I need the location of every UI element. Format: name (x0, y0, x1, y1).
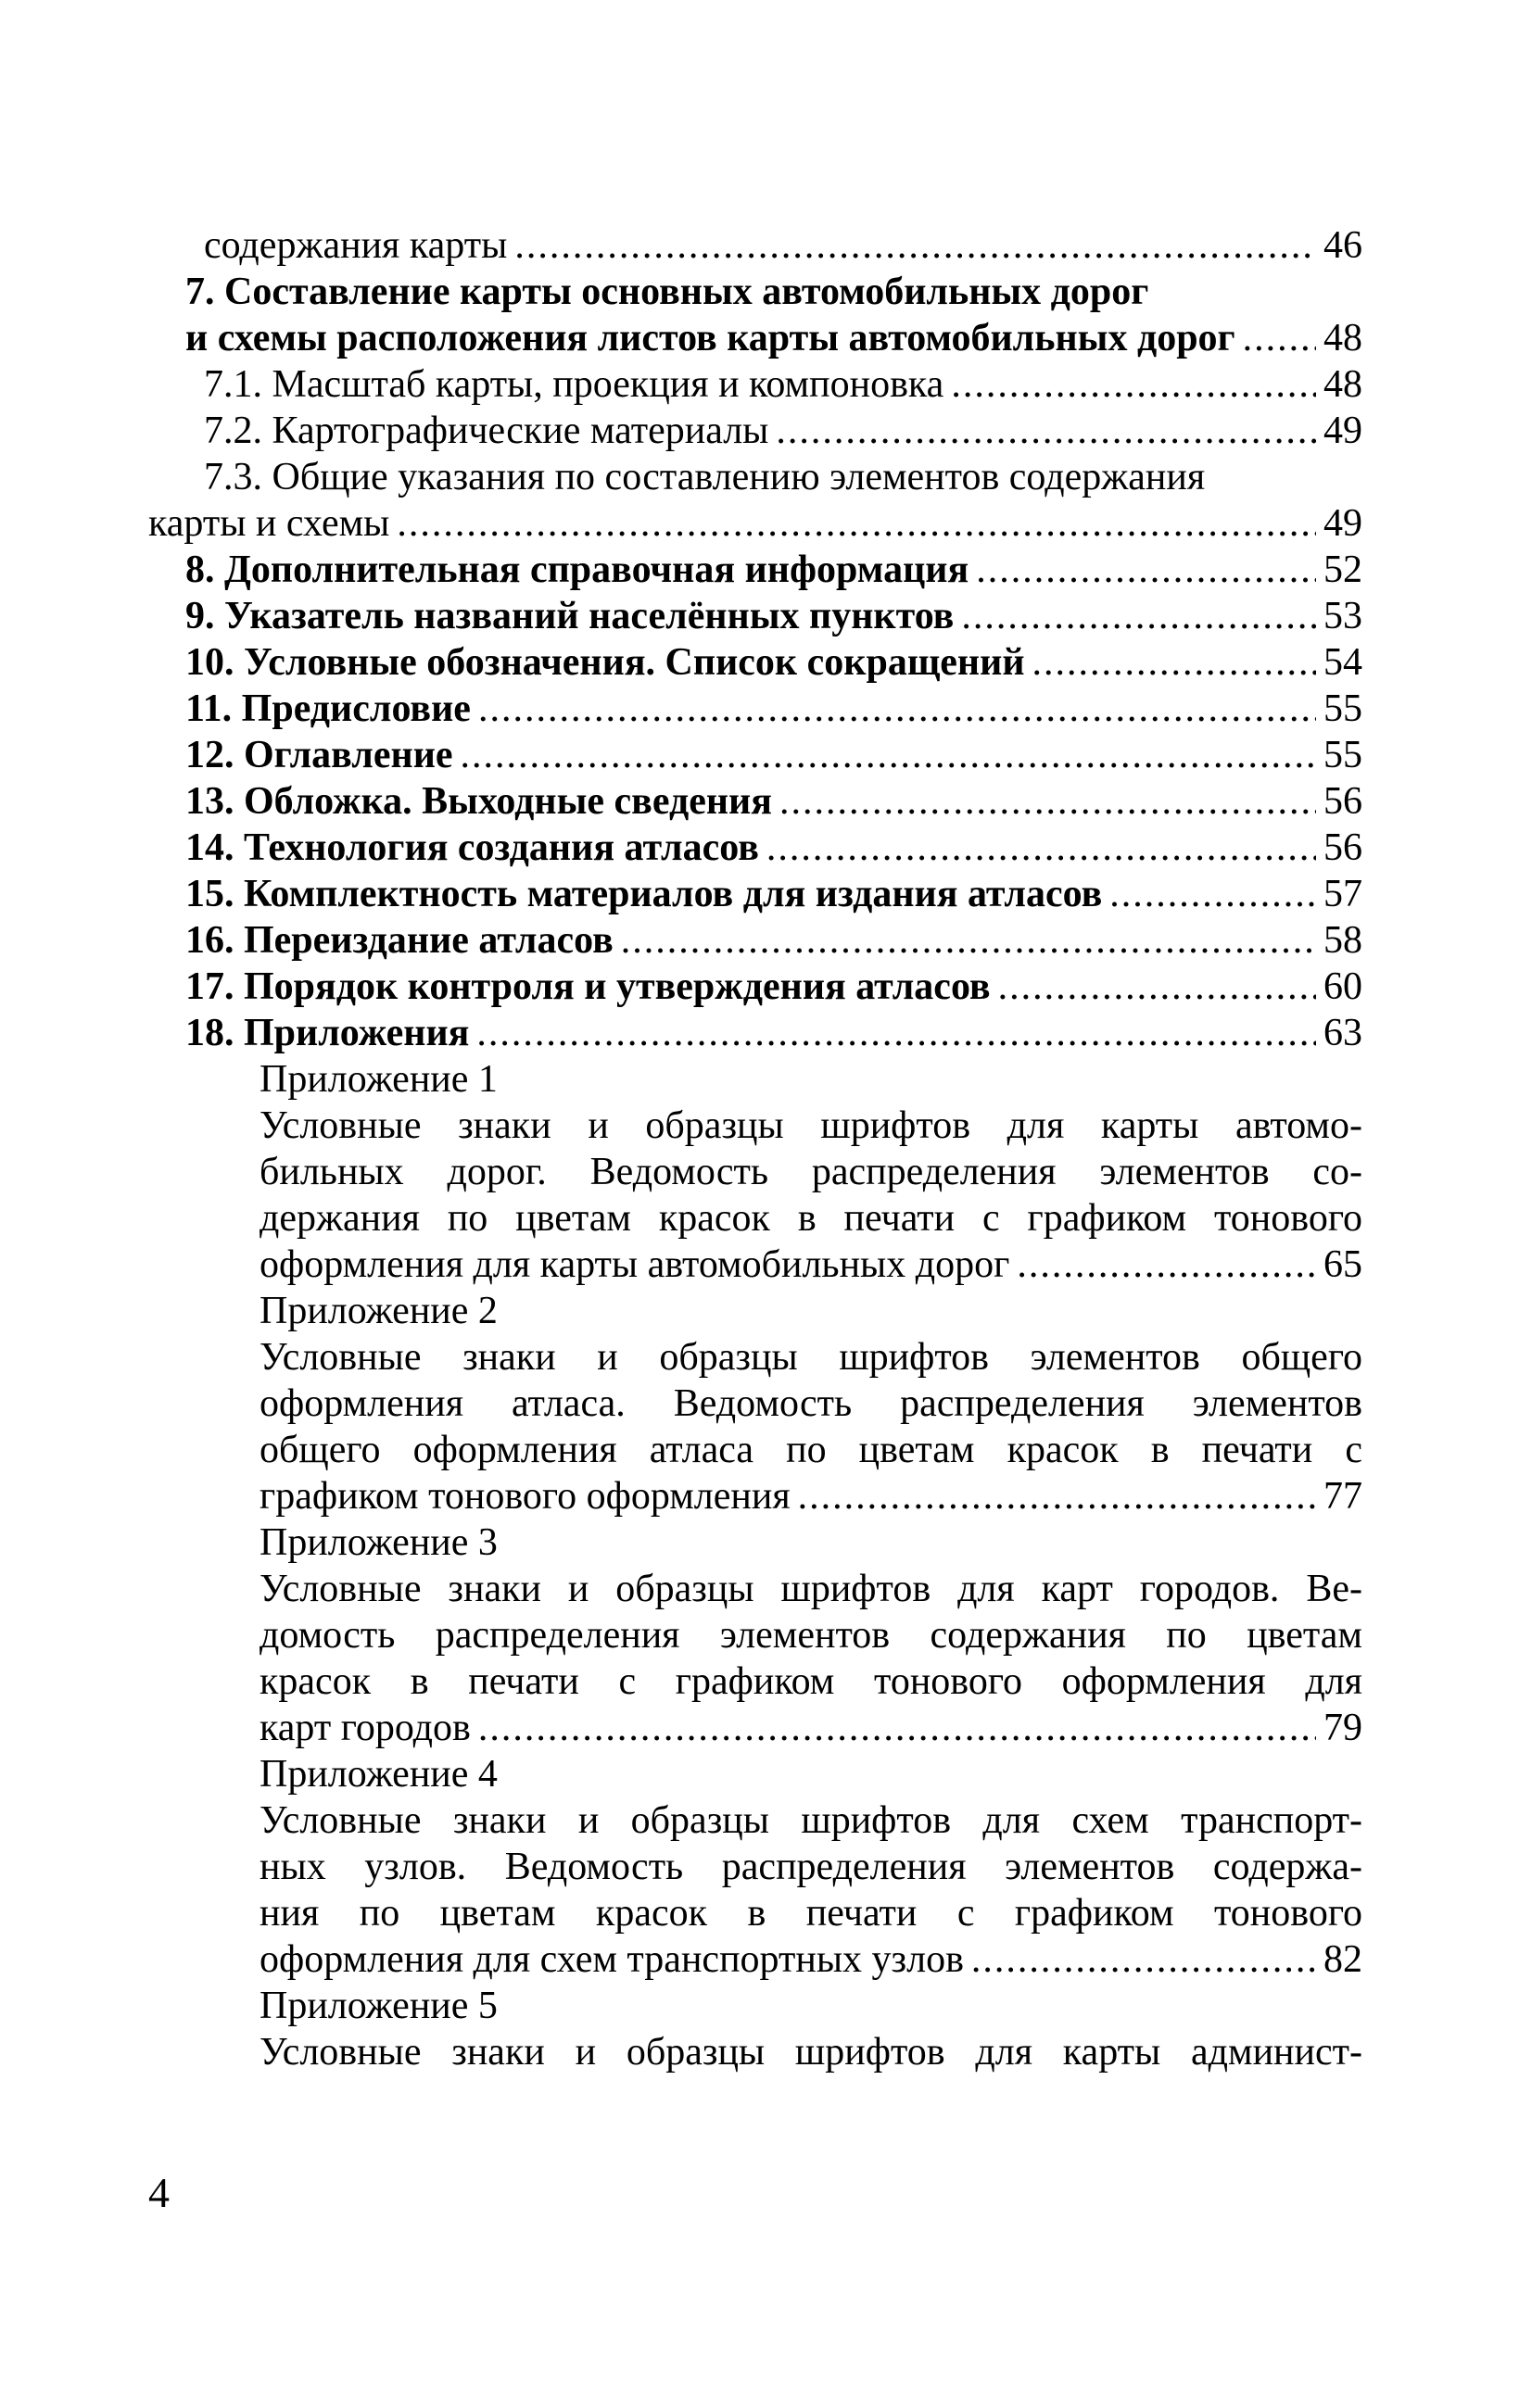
toc-entry-title: 8. Дополнительная справочная информация (185, 548, 969, 591)
toc-entry-title: 14. Технология создания атласов (185, 826, 759, 869)
appendix-last-line (260, 1936, 1362, 1983)
dot-leader (961, 593, 1316, 639)
toc-entry (148, 315, 1362, 361)
toc-entry-title: 7.1. Масштаб карты, проекция и компоновка (204, 363, 944, 406)
dot-leader (766, 825, 1316, 871)
toc-entry-page: 57 (1323, 873, 1362, 915)
dot-leader (621, 917, 1316, 964)
toc-entry-title: 18. Приложения (185, 1012, 470, 1054)
toc-entry (148, 408, 1362, 454)
appendix-title: Приложение 1 (260, 1058, 498, 1101)
appendix-description (148, 1334, 1362, 1519)
toc-entry-title: карты и схемы (148, 502, 390, 545)
appendix-line: держания по цветам красок в печати с графиком тонового (260, 1197, 1362, 1240)
toc-entry (148, 871, 1362, 917)
toc-entry-page: 48 (1323, 317, 1362, 359)
toc-entry-title: 7.3. Общие указания по составлению элементов содержания (204, 456, 1206, 498)
toc-entry-title: 9. Указатель названий населённых пунктов (185, 595, 955, 637)
page-number: 4 (148, 2169, 170, 2216)
toc-entry-page: 55 (1323, 687, 1362, 730)
appendix-line: Условные знаки и образцы шрифтов для карты автомо- (260, 1104, 1362, 1147)
dot-leader (514, 222, 1316, 269)
toc-entry-page: 46 (1323, 224, 1362, 267)
toc-entry-page: 56 (1323, 780, 1362, 823)
toc-entry-page: 56 (1323, 826, 1362, 869)
toc-entry-heading (148, 454, 1362, 500)
toc-entry (148, 778, 1362, 825)
dot-leader (951, 361, 1316, 408)
toc-entry-title: 11. Предисловие (185, 687, 471, 730)
appendix-description (148, 1566, 1362, 1751)
toc-entry (148, 1010, 1362, 1056)
appendix-line: Условные знаки и образцы шрифтов для карт городов. Ве- (260, 1568, 1362, 1610)
toc-entry-page: 54 (1323, 641, 1362, 684)
appendix-description (148, 1103, 1362, 1288)
toc-entry (148, 732, 1362, 778)
dot-leader (1243, 315, 1316, 361)
appendix-last-line (260, 1473, 1362, 1519)
appendix-line: ния по цветам красок в печати с графиком тонового (260, 1892, 1362, 1935)
appendix-line: ных узлов. Ведомость распределения элементов содержа- (260, 1846, 1362, 1888)
dot-leader (397, 500, 1316, 547)
appendix-title: Приложение 5 (260, 1985, 498, 2027)
appendix-title: Приложение 3 (260, 1521, 498, 1564)
dot-leader (478, 686, 1316, 732)
toc-entry-title: 12. Оглавление (185, 734, 453, 776)
dot-leader (1109, 871, 1316, 917)
appendix-line: общего оформления атласа по цветам красок в печати с (260, 1429, 1362, 1471)
toc-entry (148, 361, 1362, 408)
toc-entry-title: и схемы расположения листов карты автомобильных дорог (185, 317, 1235, 359)
appendix-line: бильных дорог. Ведомость распределения элементов со- (260, 1151, 1362, 1193)
appendix-line: оформления атласа. Ведомость распределения элементов (260, 1382, 1362, 1425)
dot-leader (476, 1010, 1316, 1056)
toc-entry-page: 77 (1323, 1475, 1362, 1518)
appendix-description (148, 1797, 1362, 1983)
toc-entry-page: 82 (1323, 1938, 1362, 1981)
table-of-contents (148, 222, 1362, 2075)
toc-entry (148, 964, 1362, 1010)
appendix-line: Условные знаки и образцы шрифтов элементов общего (260, 1336, 1362, 1379)
appendix-line: красок в печати с графиком тонового оформления для (260, 1660, 1362, 1703)
dot-leader (779, 778, 1316, 825)
toc-entry (148, 639, 1362, 686)
toc-entry-title: 13. Обложка. Выходные сведения (185, 780, 772, 823)
appendix-last-line (260, 1242, 1362, 1288)
toc-entry (148, 593, 1362, 639)
appendix-last-line (260, 1705, 1362, 1751)
dot-leader (461, 732, 1316, 778)
dot-leader (976, 547, 1316, 593)
toc-entry-page: 48 (1323, 363, 1362, 406)
appendix-line: оформления для схем транспортных узлов (260, 1938, 964, 1981)
toc-entry (148, 222, 1362, 269)
dot-leader (971, 1936, 1316, 1983)
appendix-line: домость распределения элементов содержания по цветам (260, 1614, 1362, 1657)
toc-entry (148, 917, 1362, 964)
toc-entry-page: 49 (1323, 502, 1362, 545)
toc-entry-title: 15. Комплектность материалов для издания атласов (185, 873, 1103, 915)
toc-entry-page: 55 (1323, 734, 1362, 776)
dot-leader (998, 964, 1316, 1010)
appendix-line: оформления для карты автомобильных дорог (260, 1243, 1010, 1286)
toc-entry (148, 825, 1362, 871)
dot-leader (776, 408, 1316, 454)
toc-entry-page: 53 (1323, 595, 1362, 637)
toc-entry-page: 60 (1323, 965, 1362, 1008)
toc-entry-page: 52 (1323, 548, 1362, 591)
toc-entry-page: 65 (1323, 1243, 1362, 1286)
appendix-line: Условные знаки и образцы шрифтов для схем транспорт- (260, 1799, 1362, 1842)
toc-entry-page: 79 (1323, 1707, 1362, 1749)
appendix-title: Приложение 4 (260, 1753, 498, 1796)
toc-entry-title: 16. Переиздание атласов (185, 919, 614, 962)
toc-entry (148, 500, 1362, 547)
toc-entry (148, 686, 1362, 732)
appendix-title: Приложение 2 (260, 1290, 498, 1332)
toc-entry-title: 7. Составление карты основных автомобильных дорог (185, 271, 1149, 313)
dot-leader (798, 1473, 1316, 1519)
dot-leader (1017, 1242, 1316, 1288)
toc-entry (148, 547, 1362, 593)
appendix-line: карт городов (260, 1707, 471, 1749)
toc-entry-title: 17. Порядок контроля и утверждения атласов (185, 965, 991, 1008)
toc-entry-page: 63 (1323, 1012, 1362, 1054)
toc-entry-title: содержания карты (204, 224, 508, 267)
dot-leader (478, 1705, 1316, 1751)
appendix-line: Условные знаки и образцы шрифтов для карты админист- (260, 2031, 1362, 2074)
appendix-description (148, 2029, 1362, 2075)
toc-entry-title: 10. Условные обозначения. Список сокращений (185, 641, 1025, 684)
toc-entry-heading (148, 269, 1362, 315)
toc-entry-page: 58 (1323, 919, 1362, 962)
toc-entry-page: 49 (1323, 410, 1362, 452)
dot-leader (1032, 639, 1316, 686)
toc-entry-title: 7.2. Картографические материалы (204, 410, 769, 452)
appendix-line: графиком тонового оформления (260, 1475, 791, 1518)
